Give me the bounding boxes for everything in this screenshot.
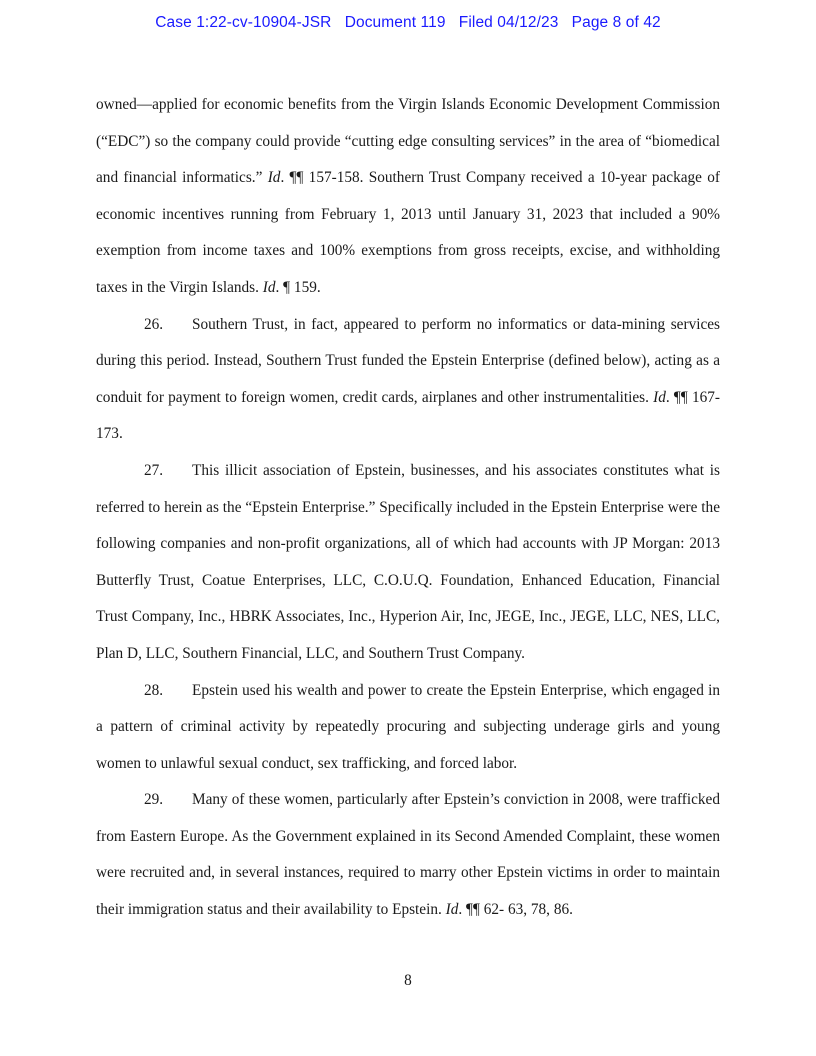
page-indicator: Page 8 of 42 — [571, 14, 661, 31]
case-header — [0, 14, 816, 32]
case-number: Case 1:22-cv-10904-JSR — [155, 14, 332, 31]
citation: Id — [445, 901, 459, 919]
paragraph-number: 28. — [144, 681, 164, 699]
paragraph-number: 27. — [144, 461, 164, 479]
citation: Id — [262, 278, 276, 296]
paragraph-28: 28. Epstein used his wealth and power to create the Epstein Enterprise, which engaged in a pattern of criminal activity by repeatedly procuring and subjecting underage girls and young women to unlawful sexual conduct, sex trafficking, and forced labor. — [96, 673, 720, 783]
page-number-footer: 8 — [404, 972, 412, 989]
continuation-paragraph: owned—applied for economic benefits from the Virgin Islands Economic Development Commission (“EDC”) so the company could provide “cutting edge consulting services” in the area of “biomedical and financial informatics.” Id. ¶¶ 157-158. Southern Trust Company received a 10-year package of economic incentives running from February 1, 2013 until January 31, 2023 that included a 90% exemption from income taxes and 100% exemptions from gross receipts, excise, and withholding taxes in the Virgin Islands. Id. ¶ 159. — [96, 96, 720, 296]
paragraph-number: 26. — [144, 315, 164, 333]
filed-date: Filed 04/12/23 — [458, 14, 559, 31]
document-body — [96, 87, 720, 929]
citation: Id — [267, 169, 281, 187]
paragraph-26: 26. Southern Trust, in fact, appeared to perform no informatics or data-mining services during this period. Instead, Southern Trust funded the Epstein Enterprise (defined below), acting as a conduit for payment to foreign women, credit cards, airplanes and other instrumentalities. Id. ¶¶ 167-173. — [96, 307, 720, 453]
citation: Id — [653, 388, 666, 406]
paragraph-29: 29. Many of these women, particularly after Epstein’s conviction in 2008, were trafficked from Eastern Europe. As the Government explained in its Second Amended Complaint, these women were recruited and, in several instances, required to marry other Epstein victims in order to maintain their immigration status and their availability to Epstein. Id. ¶¶ 62- 63, 78, 86. — [96, 782, 720, 928]
paragraph-27: 27. This illicit association of Epstein, businesses, and his associates constitutes what is referred to herein as the “Epstein Enterprise.” Specifically included in the Epstein Enterprise were the following companies and non-profit organizations, all of which had accounts with JP Morgan: 2013 Butterfly Trust, Coatue Enterprises, LLC, C.O.U.Q. Foundation, Enhanced Education, Financial Trust Company, Inc., HBRK Associates, Inc., Hyperion Air, Inc, JEGE, Inc., JEGE, LLC, NES, LLC, Plan D, LLC, Southern Financial, LLC, and Southern Trust Company. — [96, 453, 720, 673]
paragraph-number: 29. — [144, 791, 164, 809]
document-number: Document 119 — [344, 14, 446, 31]
